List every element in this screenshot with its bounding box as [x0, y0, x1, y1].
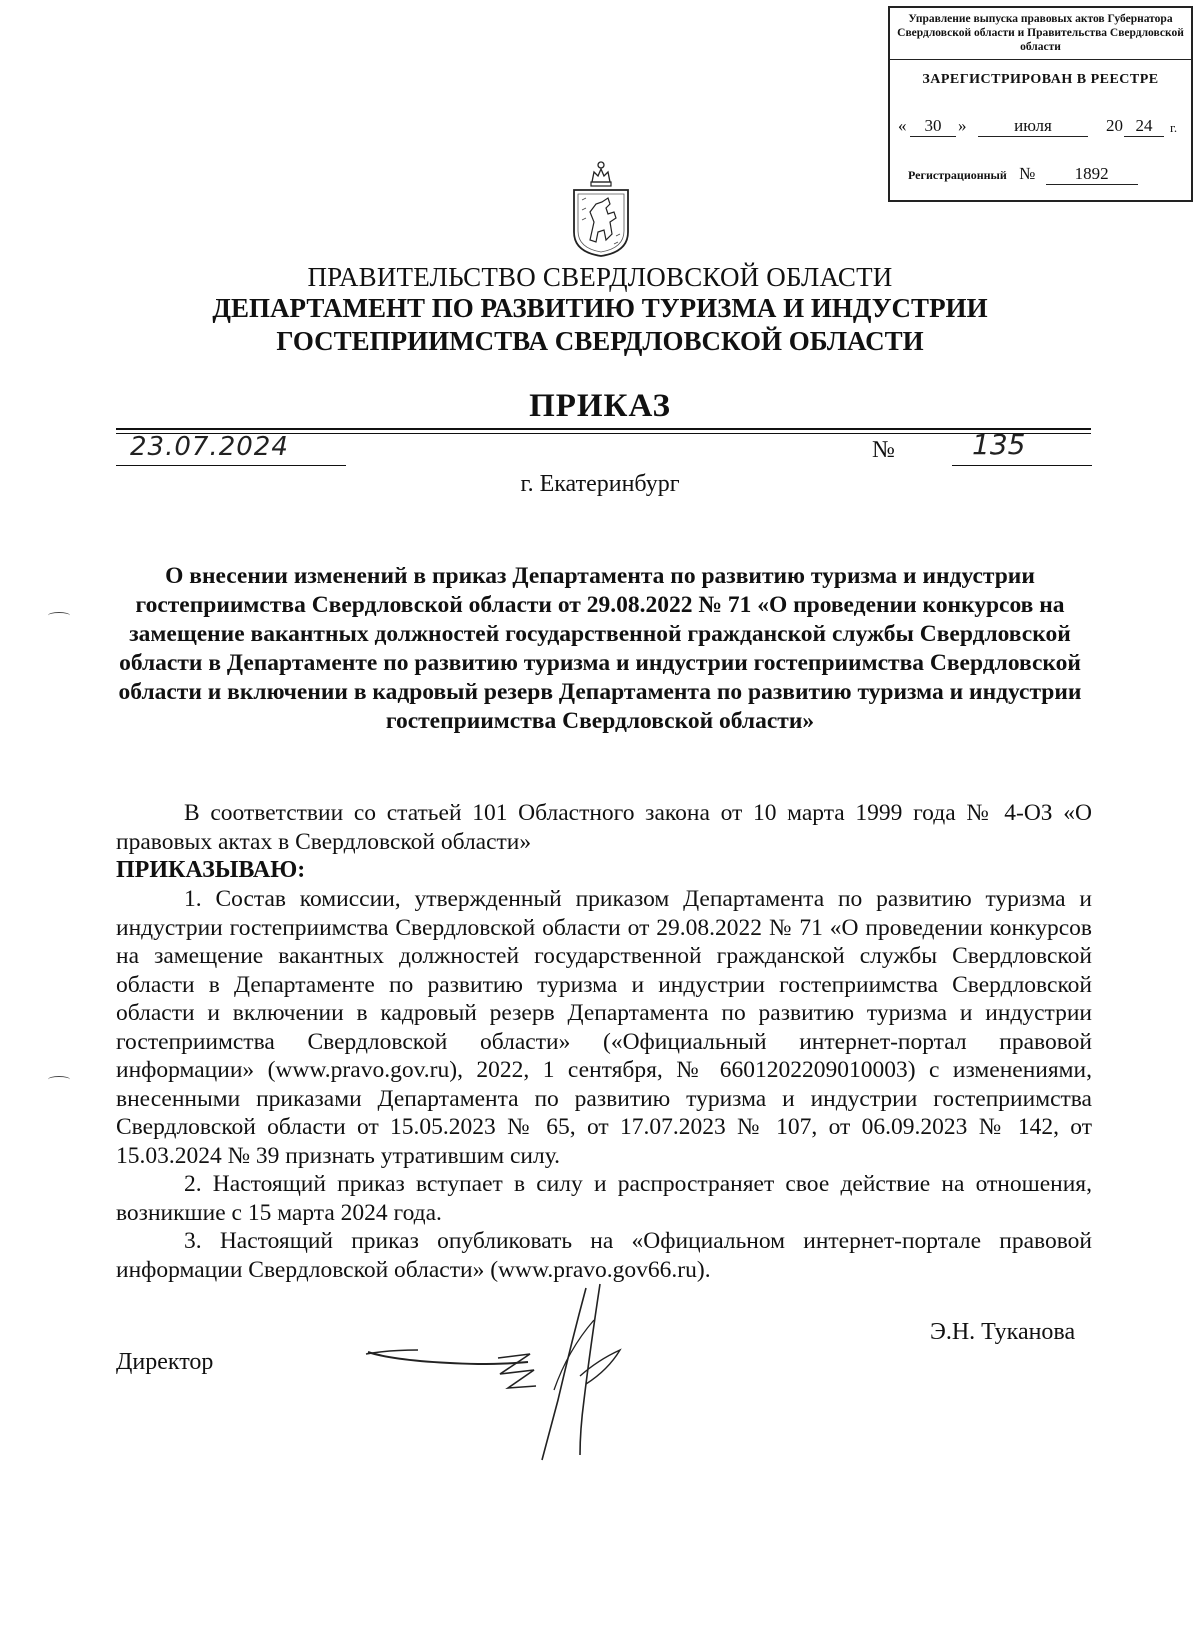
handwritten-date: 23.07.2024: [130, 432, 289, 462]
government-name: ПРАВИТЕЛЬСТВО СВЕРДЛОВСКОЙ ОБЛАСТИ: [307, 262, 893, 292]
stamp-reg-label: Регистрационный: [908, 168, 1007, 182]
stamp-month: июля: [978, 116, 1088, 137]
order-items: [116, 885, 1092, 1284]
department-line-1: ДЕПАРТАМЕНТ ПО РАЗВИТИЮ ТУРИЗМА И ИНДУСТРИИ: [212, 293, 988, 323]
stamp-year-abbr: г.: [1170, 120, 1178, 135]
document-subject: О внесении изменений в приказ Департамента по развитию туризма и индустрии гостеприимства Свердловской области от 29.08.2022 № 71 «О проведении конкурсов на замещение вакантных должностей государственной гражданской службы Свердловской области в Департаменте по развитию туризма и индустрии гостеприимства Свердловской области и включении в кадровый резерв Департамента по развитию туризма и индустрии гостеприимства Свердловской области»: [118, 563, 1082, 734]
stamp-no-sign: №: [1019, 164, 1036, 183]
signer-position: Директор: [116, 1349, 214, 1375]
scan-mark: [48, 612, 70, 619]
stamp-year-suffix: 24: [1124, 116, 1164, 137]
number-underline: [952, 465, 1092, 466]
header-rule-thick: [116, 428, 1091, 430]
department-line-2: ГОСТЕПРИИМСТВА СВЕРДЛОВСКОЙ ОБЛАСТИ: [276, 326, 924, 356]
stamp-registration-number: [908, 164, 1185, 185]
date-underline: [116, 465, 346, 466]
stamp-reg-number: 1892: [1046, 164, 1138, 185]
stamp-close-quote: »: [958, 116, 967, 135]
document-type-title: ПРИКАЗ: [529, 388, 671, 424]
city-name: г. Екатеринбург: [520, 471, 680, 497]
order-item-1: 1. Состав комиссии, утвержденный приказом Департамента по развитию туризма и индустрии гостеприимства Свердловской области от 29.08.2022 № 71 «О проведении конкурсов на замещение вакантных должностей государственной гражданской службы Свердловской области в Департаменте по развитию туризма и индустрии гостеприимства Свердловской области и включении в кадровый резерв Департамента по развитию туризма и индустрии гостеприимства Свердловской области» («Официальный интернет-портал правовой информации» (www.pravo.gov.ru), 2022, 1 сентября, № 6601202209010003) с изменениями, внесенными приказами Департамента по развитию туризма и индустрии гостеприимства Свердловской области от 15.05.2023 № 65, от 17.07.2023 № 107, от 06.09.2023 № 142, от 15.03.2024 № 39 признать утратившим силу.: [116, 886, 1092, 1169]
orders-word: ПРИКАЗЫВАЮ:: [116, 857, 306, 883]
coat-of-arms-icon: [570, 160, 632, 258]
handwritten-number: 135: [972, 428, 1026, 461]
signer-name: Э.Н. Туканова: [930, 1319, 1076, 1345]
stamp-day: 30: [910, 116, 956, 137]
registration-stamp: [888, 6, 1193, 202]
scan-mark: [48, 1076, 70, 1083]
department-name: [0, 292, 1200, 358]
legal-basis-text: В соответствии со статьей 101 Областного закона от 10 марта 1999 года № 4-ОЗ «О правовых актах в Свердловской области»: [116, 800, 1092, 855]
stamp-registered-label: ЗАРЕГИСТРИРОВАН В РЕЕСТРЕ: [922, 72, 1159, 87]
stamp-date: [898, 116, 1185, 140]
handwritten-signature: [358, 1280, 648, 1465]
stamp-open-quote: «: [898, 116, 907, 135]
legal-basis-paragraph: [116, 799, 1092, 856]
order-item-3: 3. Настоящий приказ опубликовать на «Официальном интернет-портале правовой информации Свердловской области» (www.pravo.gov66.ru).: [116, 1228, 1092, 1283]
number-label: №: [872, 437, 895, 463]
order-item-2: 2. Настоящий приказ вступает в силу и распространяет свое действие на отношения, возникшие с 15 марта 2024 года.: [116, 1171, 1092, 1226]
stamp-header: Управление выпуска правовых актов Губернатора Свердловской области и Правительства Свердловской области: [890, 8, 1191, 60]
stamp-year-prefix: 20: [1106, 116, 1123, 135]
